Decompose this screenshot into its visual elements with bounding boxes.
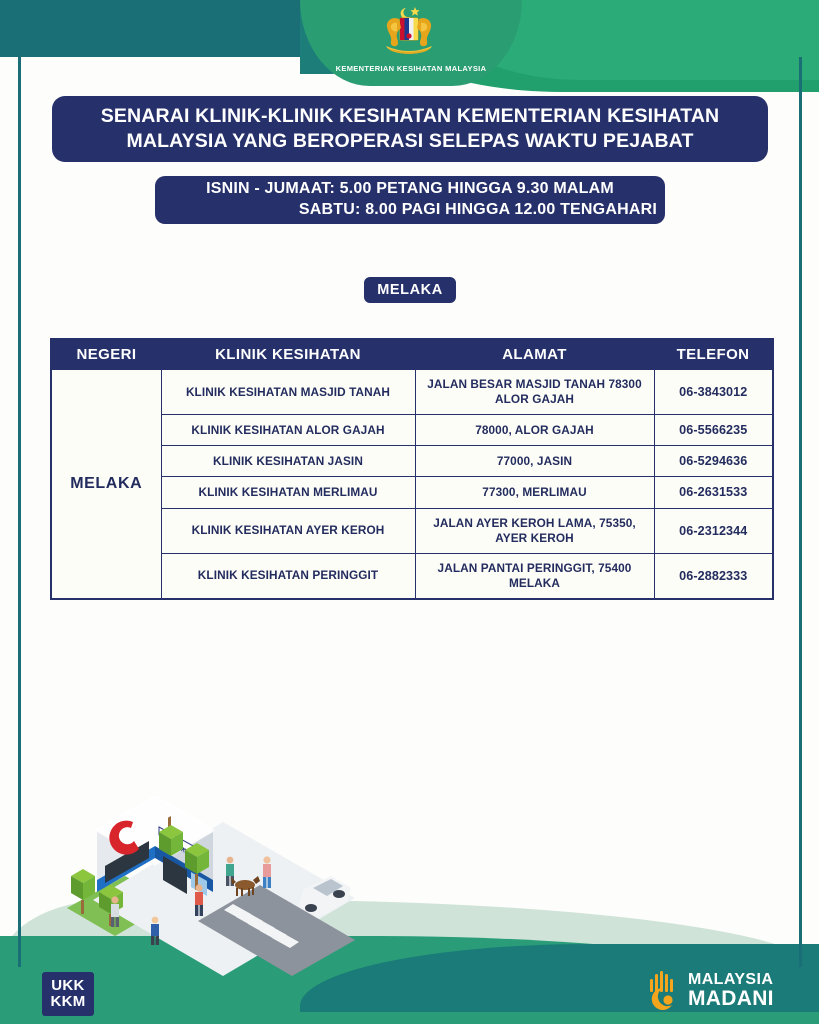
column-header-alamat: ALAMAT xyxy=(415,339,654,370)
malaysia-madani-logo-icon xyxy=(645,970,681,1010)
clinic-phone[interactable]: 06-5294636 xyxy=(654,446,773,477)
ukk-kkm-badge xyxy=(42,972,94,1016)
clinic-address: 78000, ALOR GAJAH xyxy=(415,415,654,446)
operating-hours-banner xyxy=(155,176,665,224)
clinic-address: JALAN AYER KEROH LAMA, 75350, AYER KEROH xyxy=(415,508,654,553)
ukk-line-2: KKM xyxy=(50,993,86,1010)
madani-wordmark xyxy=(688,972,774,1009)
ministry-name: KEMENTERIAN KESIHATAN MALAYSIA xyxy=(335,64,487,73)
clinic-phone[interactable]: 06-2312344 xyxy=(654,508,773,553)
clinic-phone[interactable]: 06-2882333 xyxy=(654,553,773,599)
column-header-negeri: NEGERI xyxy=(51,339,161,370)
clinic-name: KLINIK KESIHATAN MASJID TANAH xyxy=(161,370,415,415)
hours-saturday: SABTU: 8.00 PAGI HINGGA 12.00 TENGAHARI xyxy=(298,201,657,218)
clinic-address: JALAN BESAR MASJID TANAH 78300 ALOR GAJAH xyxy=(415,370,654,415)
table-header-row xyxy=(51,339,773,370)
table-row xyxy=(51,370,773,415)
madani-line-1: MALAYSIA xyxy=(688,970,774,988)
clinic-name: KLINIK KESIHATAN AYER KEROH xyxy=(161,508,415,553)
clinics-table-wrapper xyxy=(50,338,772,600)
page-title-banner xyxy=(52,96,768,162)
clinics-table xyxy=(50,338,774,600)
state-badge xyxy=(364,277,456,303)
clinic-address: 77000, JASIN xyxy=(415,446,654,477)
isometric-health-clinic-scene xyxy=(55,780,385,985)
hours-weekday: ISNIN - JUMAAT: 5.00 PETANG HINGGA 9.30 MALAM xyxy=(206,180,614,198)
clinic-phone[interactable]: 06-5566235 xyxy=(654,415,773,446)
ukk-line-1: UKK xyxy=(51,977,85,995)
right-border-rule xyxy=(799,57,802,967)
left-border-rule xyxy=(18,57,21,967)
clinic-address: 77300, MERLIMAU xyxy=(415,477,654,508)
column-header-klinik: KLINIK KESIHATAN xyxy=(161,339,415,370)
clinic-address: JALAN PANTAI PERINGGIT, 75400 MELAKA xyxy=(415,553,654,599)
state-merged-cell: MELAKA xyxy=(51,370,161,599)
clinic-phone[interactable]: 06-3843012 xyxy=(654,370,773,415)
clinic-name: KLINIK KESIHATAN JASIN xyxy=(161,446,415,477)
clinic-name: KLINIK KESIHATAN MERLIMAU xyxy=(161,477,415,508)
clinic-name: KLINIK KESIHATAN ALOR GAJAH xyxy=(161,415,415,446)
malaysia-madani-logo xyxy=(645,966,795,1014)
clinic-phone[interactable]: 06-2631533 xyxy=(654,477,773,508)
state-badge-label: MELAKA xyxy=(377,282,443,298)
column-header-telefon: TELEFON xyxy=(654,339,773,370)
clinic-name: KLINIK KESIHATAN PERINGGIT xyxy=(161,553,415,599)
malaysia-coat-of-arms-icon xyxy=(370,4,448,62)
page-title: SENARAI KLINIK-KLINIK KESIHATAN KEMENTERIAN KESIHATAN MALAYSIA YANG BEROPERASI SELEPAS WAKTU PEJABAT xyxy=(100,105,720,152)
person-child xyxy=(151,917,159,945)
madani-line-2: MADANI xyxy=(688,986,774,1010)
